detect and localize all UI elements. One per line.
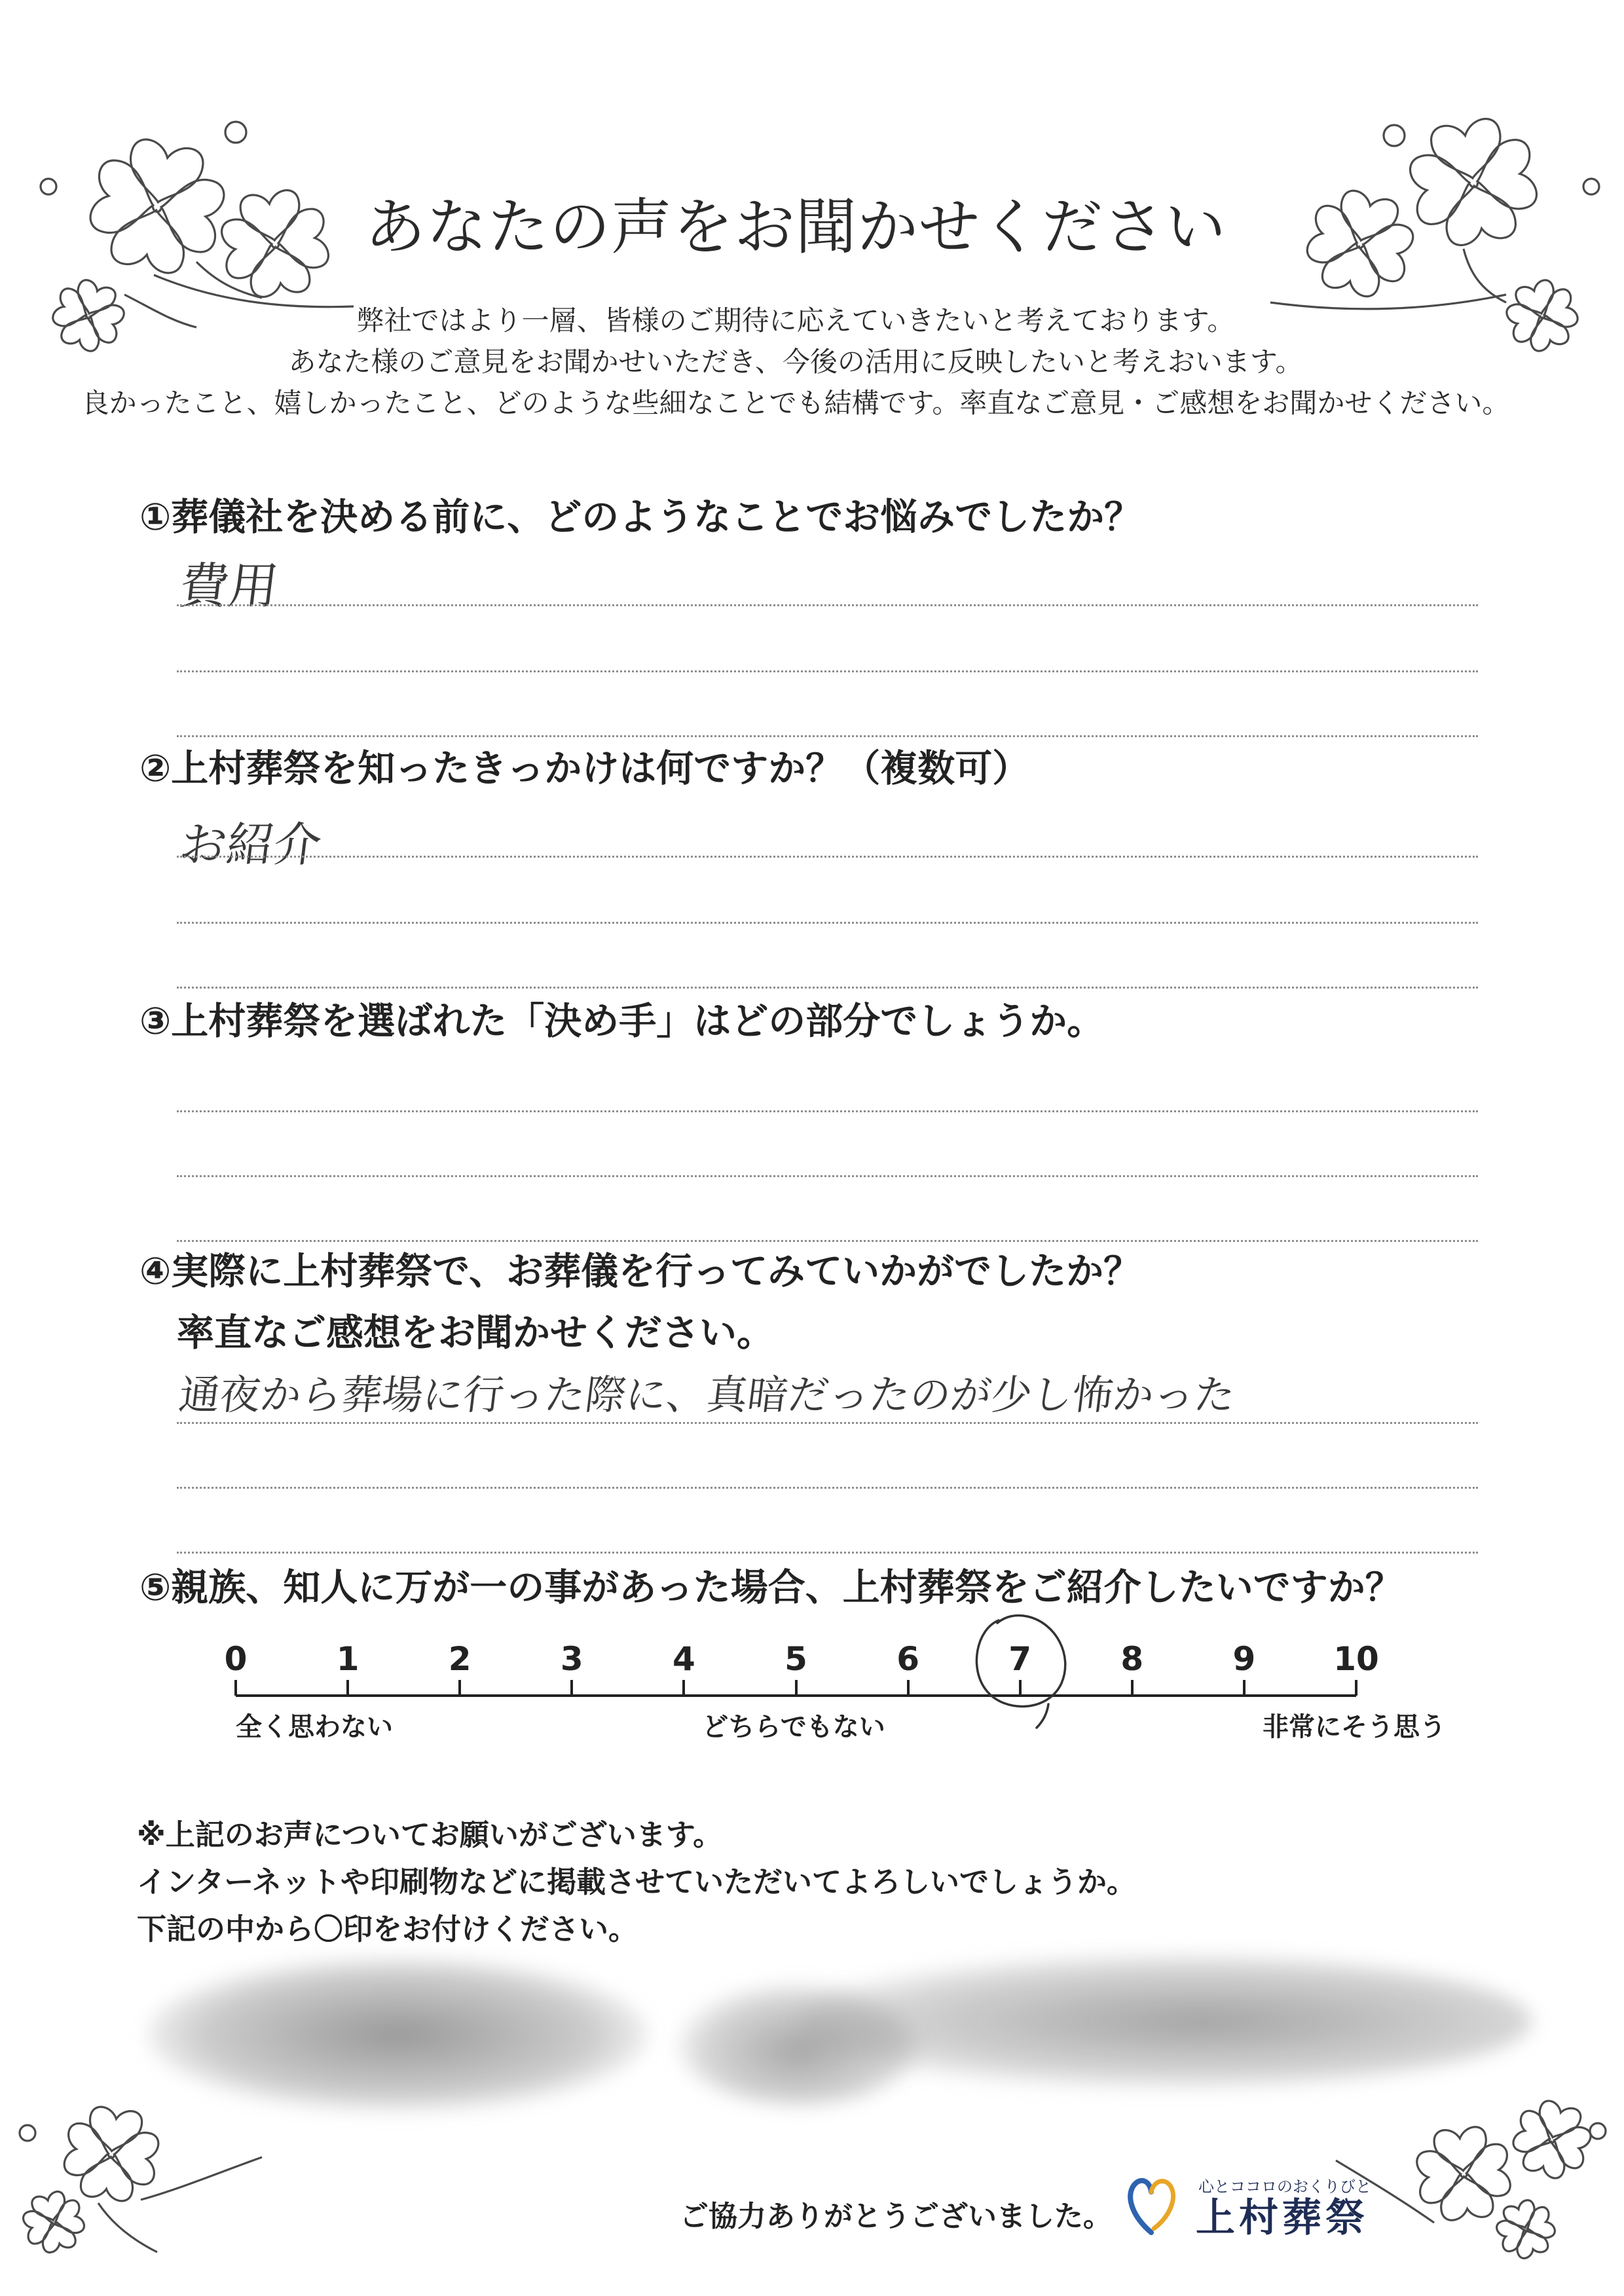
- scale-tick-label: 7: [1008, 1640, 1032, 1678]
- scale-tick-label: 6: [896, 1640, 919, 1678]
- scale-tick-label: 10: [1333, 1640, 1379, 1678]
- scale-tick-mark: [570, 1680, 573, 1696]
- scale-tick-mark: [346, 1680, 349, 1696]
- scale-tick-mark: [1019, 1680, 1022, 1696]
- intro-line: あなた様のご意見をお聞かせいただき、今後の活用に反映したいと考えおいます。: [288, 346, 1303, 378]
- question-1-text: ①葬儀社を決める前に、どのようなことでお悩みでしたか？: [139, 496, 1142, 539]
- question-4-text-line2: 率直なご感想をお聞かせください。: [177, 1311, 774, 1355]
- scale-tick-label: 9: [1232, 1640, 1256, 1678]
- clover-icon: [1299, 183, 1421, 304]
- logo-tagline: 心とココロのおくりびと: [1198, 2178, 1371, 2196]
- question-4-text: ④実際に上村葬祭で、お葬儀を行ってみていかがでしたか？: [139, 1250, 1141, 1293]
- decor-dot-icon: [1583, 179, 1599, 194]
- scale-tick-mark: [1131, 1680, 1134, 1696]
- clover-icon: [82, 131, 232, 281]
- page-title: あなたの声をお聞かせください: [365, 192, 1227, 263]
- scale-label-low: 全く思わない: [236, 1712, 393, 1742]
- scale-label-mid: どちらでもない: [702, 1712, 885, 1742]
- scale-tick-mark: [795, 1680, 798, 1696]
- answer-line: [177, 1422, 1478, 1424]
- question-5-text: ⑤親族、知人に万が一の事があった場合、上村葬祭をご紹介したいですか？: [139, 1566, 1403, 1609]
- answer-line: [177, 1240, 1478, 1242]
- logo-brand-name: 上村葬祭: [1196, 2195, 1369, 2241]
- answer-line: [177, 1175, 1478, 1177]
- clover-stem: [154, 275, 354, 307]
- question-3-text: ③上村葬祭を選ばれた「決め手」はどの部分でしょうか。: [139, 1000, 1105, 1043]
- logo-heart-icon: [1124, 2172, 1179, 2238]
- scale-tick-label: 0: [224, 1640, 248, 1678]
- scale-label-high: 非常にそう思う: [1263, 1712, 1446, 1742]
- clover-stem: [98, 2203, 157, 2252]
- decor-dot-icon: [20, 2125, 35, 2141]
- decor-dot-icon: [1590, 2123, 1606, 2139]
- question-2-answer: お紹介: [176, 817, 325, 872]
- scale-tick-label: 1: [336, 1640, 360, 1678]
- scale-tick-label: 8: [1120, 1640, 1144, 1678]
- scale-tick-mark: [458, 1680, 461, 1696]
- scale-tick-label: 4: [672, 1640, 695, 1678]
- decor-dot-icon: [1384, 125, 1405, 146]
- answer-line: [177, 735, 1478, 737]
- question-2-text: ②上村葬祭を知ったきっかけは何ですか？（複数可）: [139, 747, 1030, 790]
- scale-tick-mark: [682, 1680, 685, 1696]
- notice-line: インターネットや印刷物などに掲載させていただいてよろしいでしょうか。: [137, 1865, 1136, 1899]
- question-1-answer: 費用: [176, 557, 282, 615]
- scale-tick-mark: [907, 1680, 910, 1696]
- scale-tick-label: 3: [560, 1640, 583, 1678]
- clover-icon: [18, 2187, 88, 2257]
- answer-line: [177, 1552, 1478, 1554]
- intro-line: 良かったこと、嬉しかったこと、どのような些細なことでも結構です。率直なご意見・ご感想をお聞かせください。: [81, 387, 1510, 419]
- clover-icon: [1506, 2094, 1597, 2185]
- decor-dot-icon: [41, 179, 56, 194]
- scale-tick-label: 2: [448, 1640, 471, 1678]
- answer-line: [177, 670, 1478, 672]
- clover-stem: [1464, 249, 1506, 302]
- notice-line: ※上記のお声についてお願いがございます。: [137, 1817, 723, 1852]
- scale-tick-label: 5: [784, 1640, 807, 1678]
- intro-line: 弊社ではより一層、皆様のご期待に応えていきたいと考えております。: [356, 304, 1235, 337]
- clover-icon: [1403, 112, 1543, 251]
- answer-line: [177, 987, 1478, 989]
- decor-dot-icon: [225, 122, 246, 143]
- thanks-message: ご協力ありがとうございました。: [680, 2200, 1112, 2233]
- scale-tick-mark: [1355, 1680, 1357, 1696]
- answer-line: [177, 1487, 1478, 1489]
- answer-line: [177, 856, 1478, 858]
- clover-stem: [141, 2157, 262, 2200]
- clover-icon: [1491, 2195, 1560, 2264]
- answer-line: [177, 604, 1478, 606]
- notice-line: 下記の中から〇印をお付けください。: [137, 1912, 638, 1946]
- clover-icon: [1414, 2124, 1513, 2223]
- clover-stem: [196, 262, 262, 298]
- clover-icon: [60, 2103, 162, 2205]
- clover-icon: [217, 186, 333, 302]
- question-4-answer: 通夜から葬場に行った際に、真暗だったのが少し怖かった: [176, 1371, 1238, 1419]
- scale-tick-mark: [1243, 1680, 1246, 1696]
- scale-tick-mark: [234, 1680, 237, 1696]
- selected-value-circle: [965, 1606, 1076, 1730]
- answer-line: [177, 922, 1478, 924]
- answer-line: [177, 1110, 1478, 1112]
